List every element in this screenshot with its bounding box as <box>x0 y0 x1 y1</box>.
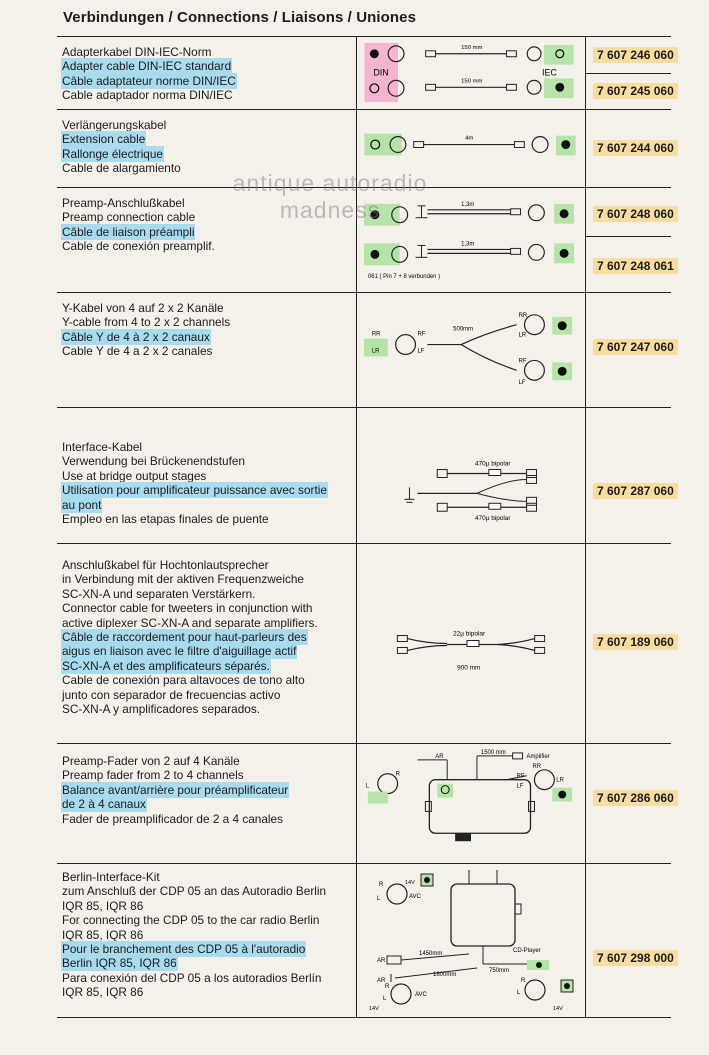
y-cable-diagram <box>357 293 585 407</box>
svg-text:L: L <box>377 896 381 902</box>
svg-text:14V: 14V <box>553 1006 563 1012</box>
part-number: 7 607 246 060 <box>593 47 678 63</box>
cable-diagram <box>356 110 586 187</box>
table-row <box>57 110 674 188</box>
svg-text:R: R <box>385 984 390 990</box>
capacitor-label: 470µ bipolar <box>474 515 511 523</box>
desc-line: Berlin IQR 85, IQR 86 <box>62 956 177 971</box>
tweeter-cable-diagram <box>357 544 585 743</box>
desc-line: Utilisation pour amplificateur puissance avec sortie <box>62 483 327 498</box>
svg-text:AR: AR <box>377 958 386 964</box>
svg-text:14V: 14V <box>369 1006 379 1012</box>
cable-diagram <box>356 544 586 743</box>
desc-line: Pour le branchement des CDP 05 à l'autoradio <box>62 942 306 957</box>
connections-table <box>57 36 674 1018</box>
cd-player-label: CD-Player <box>513 948 541 954</box>
svg-text:L: L <box>365 783 370 790</box>
desc-line: Cable de conexión preamplif. <box>62 239 215 254</box>
cable-diagram <box>356 864 586 1017</box>
din-label: DIN <box>373 67 389 78</box>
desc-line: Connector cable for tweeters in conjunction with <box>62 601 313 616</box>
svg-text:AR: AR <box>435 753 444 760</box>
desc-line: Empleo en las etapas finales de puente <box>62 512 269 527</box>
svg-text:LR: LR <box>371 348 380 355</box>
desc-line: Adapter cable DIN-IEC standard <box>62 59 232 74</box>
row-description <box>62 118 352 176</box>
desc-line: Preamp fader from 2 to 4 channels <box>62 768 244 783</box>
desc-line: Câble de liaison préampli <box>62 224 195 239</box>
amplifier-label: Amplifier <box>526 753 550 760</box>
svg-text:R: R <box>521 978 526 984</box>
svg-text:RR: RR <box>371 331 381 338</box>
table-row <box>57 37 674 110</box>
svg-text:AR: AR <box>377 978 386 984</box>
desc-line: SC-XN-A und separaten Verstärkern. <box>62 586 256 601</box>
part-number: 7 607 248 061 <box>593 258 678 274</box>
row-description <box>62 301 352 359</box>
cable-diagram <box>356 293 586 407</box>
desc-line: Fader de preamplificador de 2 a 4 canales <box>62 811 283 826</box>
desc-line: Rallonge électrique <box>62 146 163 161</box>
fader-diagram <box>357 744 585 863</box>
table-row <box>57 544 674 744</box>
desc-line: Adapterkabel DIN-IEC-Norm <box>62 45 212 59</box>
svg-text:LF: LF <box>417 348 425 355</box>
table-row <box>57 408 674 544</box>
desc-line: Y-Kabel von 4 auf 2 x 2 Kanäle <box>62 301 224 315</box>
svg-text:RF: RF <box>518 358 527 365</box>
row-description <box>62 196 352 254</box>
extension-cable-diagram <box>357 110 585 187</box>
desc-line: For connecting the CDP 05 to the car radio Berlin <box>62 913 320 928</box>
desc-line: IQR 85, IQR 86 <box>62 927 144 942</box>
desc-line: Cable de conexión para altavoces de tono alto <box>62 673 305 688</box>
desc-line: Use at bridge output stages <box>62 468 207 483</box>
desc-line: Cable Y de 4 a 2 x 2 canales <box>62 344 213 359</box>
svg-text:RR: RR <box>532 763 542 770</box>
note-label: 061 ( Pin 7 + 8 verbunden ) <box>367 274 441 281</box>
part-number: 7 607 298 000 <box>593 950 678 966</box>
desc-line: Verwendung bei Brückenendstufen <box>62 454 245 469</box>
iec-label: IEC <box>542 67 557 78</box>
divider <box>586 236 671 237</box>
desc-line: Cable de alargamiento <box>62 161 181 176</box>
part-number: 7 607 244 060 <box>593 140 678 156</box>
svg-text:14V: 14V <box>405 880 415 886</box>
desc-line: active diplexer SC-XN-A and separate amplifiers. <box>62 615 318 630</box>
watermark: antique autoradio madness <box>232 170 428 223</box>
table-row <box>57 293 674 408</box>
desc-line: Extension cable <box>62 132 146 147</box>
desc-line: Câble Y de 4 à 2 x 2 canaux <box>62 329 210 344</box>
desc-line: Preamp-Fader von 2 auf 4 Kanäle <box>62 754 240 768</box>
table-row <box>57 188 674 293</box>
desc-line: au pont <box>62 497 102 512</box>
length-label: 750mm <box>489 968 510 974</box>
svg-text:RF: RF <box>417 331 426 338</box>
cable-diagram <box>356 188 586 292</box>
part-number: 7 607 286 060 <box>593 790 678 806</box>
capacitor-label: 470µ bipolar <box>474 460 511 468</box>
row-description <box>62 870 352 1000</box>
desc-line: Verlängerungskabel <box>62 118 167 132</box>
table-row <box>57 744 674 864</box>
desc-line: Câble adaptateur norme DIN/IEC <box>62 73 236 88</box>
svg-text:RR: RR <box>518 312 528 319</box>
part-number: 7 607 248 060 <box>593 206 678 222</box>
svg-text:LF: LF <box>518 380 526 387</box>
desc-line: Y-cable from 4 to 2 x 2 channels <box>62 315 231 330</box>
capacitor-label: 22µ bipolar <box>453 630 486 638</box>
divider <box>586 73 671 74</box>
desc-line: Preamp-Anschlußkabel <box>62 196 185 210</box>
svg-text:R: R <box>379 882 384 888</box>
desc-line: Berlin-Interface-Kit <box>62 870 160 884</box>
row-description <box>62 754 352 826</box>
desc-line: Balance avant/arrière pour préamplificateur <box>62 782 289 797</box>
length-label: 1,3m <box>461 241 475 248</box>
length-label: 900 mm <box>457 664 481 672</box>
desc-line: Cable adaptador norma DIN/IEC <box>62 88 233 103</box>
preamp-cable-diagram <box>357 188 585 292</box>
desc-line: Para conexión del CDP 05 a los autoradios Berlín <box>62 970 322 985</box>
desc-line: Interface-Kabel <box>62 440 143 454</box>
svg-text:RF: RF <box>516 773 525 780</box>
row-description <box>62 440 352 526</box>
length-label: 1,3m <box>461 201 475 208</box>
svg-text:AVC: AVC <box>415 992 427 998</box>
desc-line: zum Anschluß der CDP 05 an das Autoradio Berlin <box>62 884 327 899</box>
din-iec-adapter-diagram <box>357 37 585 109</box>
cable-diagram <box>356 744 586 863</box>
svg-text:LR: LR <box>556 777 564 784</box>
part-number: 7 607 189 060 <box>593 634 678 650</box>
table-row <box>57 864 674 1017</box>
desc-line: in Verbindung mit der aktiven Frequenzweiche <box>62 572 304 587</box>
svg-text:AVC: AVC <box>409 894 421 900</box>
part-number: 7 607 287 060 <box>593 483 678 499</box>
svg-text:L: L <box>383 996 387 1002</box>
length-label: 1600mm <box>433 972 457 978</box>
length-label: 150 mm <box>461 44 483 51</box>
svg-text:LR: LR <box>518 332 527 339</box>
svg-text:LF: LF <box>516 783 524 790</box>
cable-diagram <box>356 37 586 109</box>
desc-line: IQR 85, IQR 86 <box>62 898 144 913</box>
page-title: Verbindungen / Connections / Liaisons / Uniones <box>63 9 417 26</box>
desc-line: IQR 85, IQR 86 <box>62 985 144 1000</box>
desc-line: junto con separador de frecuencias activo <box>62 687 281 702</box>
part-number: 7 607 247 060 <box>593 339 678 355</box>
desc-line: SC-XN-A et des amplificateurs séparés. <box>62 658 270 673</box>
desc-line: de 2 à 4 canaux <box>62 797 146 812</box>
desc-line: SC-XN-A y amplificadores separados. <box>62 702 261 717</box>
interface-cable-diagram <box>357 408 585 543</box>
desc-line: aigus en liaison avec le filtre d'aiguillage actif <box>62 644 297 659</box>
svg-text:L: L <box>517 990 521 996</box>
desc-line: Anschlußkabel für Hochtonlautsprecher <box>62 558 269 572</box>
berlin-kit-diagram <box>357 864 585 1017</box>
desc-line: Preamp connection cable <box>62 210 196 225</box>
svg-text:R: R <box>395 771 400 778</box>
length-label: 1450mm <box>419 951 443 957</box>
cable-diagram <box>356 408 586 543</box>
desc-line: Câble de raccordement pour haut-parleurs des <box>62 630 307 645</box>
row-description <box>62 45 352 103</box>
length-label: 150 mm <box>461 78 483 85</box>
part-number: 7 607 245 060 <box>593 83 678 99</box>
length-label: 1500 mm <box>480 749 506 756</box>
length-label: 4m <box>465 135 474 142</box>
length-label: 500mm <box>453 326 473 333</box>
row-description <box>62 558 352 716</box>
